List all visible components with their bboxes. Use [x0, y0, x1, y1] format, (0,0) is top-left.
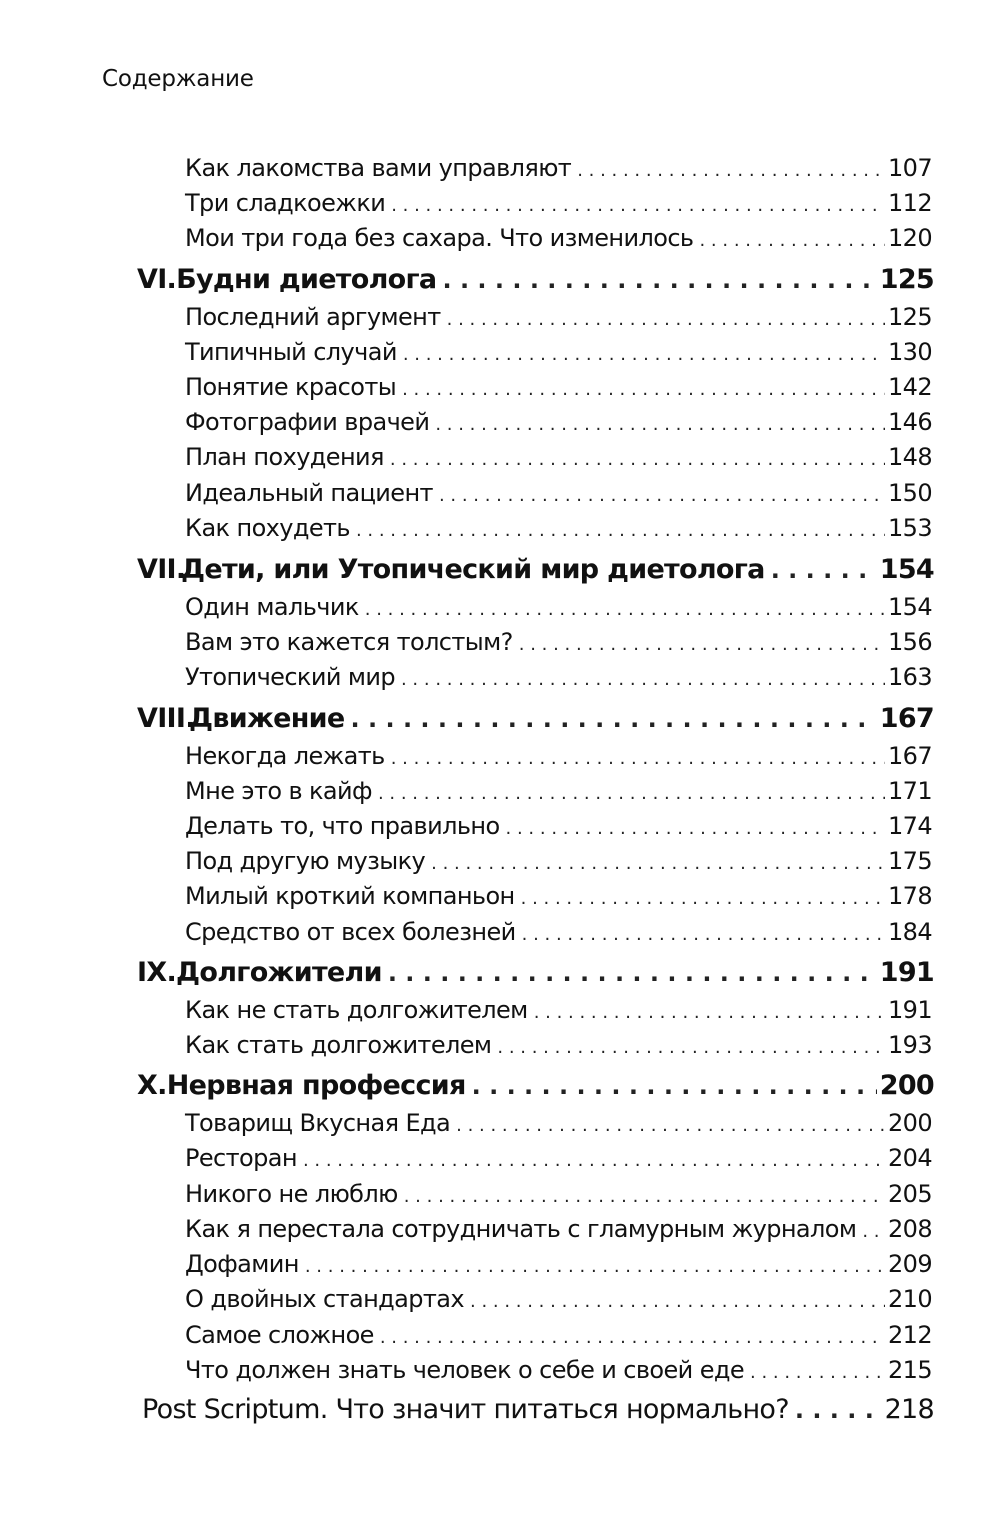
dot-leader [534, 1002, 885, 1023]
dot-leader [378, 783, 885, 804]
dot-leader [472, 1072, 877, 1100]
chapter-number: VIII. [137, 703, 195, 734]
toc-entry-title: Как я перестала сотрудничать с гламурным журналом [185, 1215, 857, 1243]
dot-leader [442, 266, 876, 294]
chapter-title: Дети, или Утопический мир диетолога [181, 554, 765, 585]
toc-entry-page: 167 [887, 742, 932, 770]
dot-leader [365, 599, 885, 620]
postscript-title: Post Scriptum. Что значит питаться нормально? [142, 1394, 789, 1425]
toc-entry-page: 146 [887, 408, 932, 436]
toc-entry-title: Ресторан [185, 1144, 297, 1172]
toc-entry-title: Как похудеть [185, 514, 350, 542]
dot-leader [795, 1396, 882, 1424]
toc-entry-title: Мне это в кайф [185, 777, 372, 805]
dot-leader [305, 1256, 885, 1277]
toc-entry-page: 174 [887, 812, 932, 840]
dot-leader [699, 230, 885, 251]
toc-entry[interactable] [185, 1285, 932, 1320]
toc-entry-title: Мои три года без сахара. Что изменилось [185, 224, 694, 252]
toc-entry[interactable] [185, 514, 932, 549]
toc-entry[interactable] [185, 847, 932, 882]
toc-entry[interactable] [185, 593, 932, 628]
toc-entry-title: Три сладкоежки [185, 189, 386, 217]
toc-entry[interactable] [185, 154, 932, 189]
toc-entry-page: 156 [887, 628, 932, 656]
toc-entry-title: Как стать долгожителем [185, 1031, 492, 1059]
toc-entry[interactable] [185, 1109, 932, 1144]
dot-leader [519, 634, 885, 655]
toc-entry-page: 175 [887, 847, 932, 875]
toc-entry-page: 150 [887, 479, 932, 507]
toc-entry-title: Под другую музыку [185, 847, 426, 875]
toc-entry-page: 209 [887, 1250, 932, 1278]
toc-entry[interactable] [185, 996, 932, 1031]
toc-entry-title: Самое сложное [185, 1321, 374, 1349]
toc-entry[interactable] [185, 479, 932, 514]
toc-entry-page: 193 [887, 1031, 932, 1059]
toc-entry-title: Никого не люблю [185, 1180, 398, 1208]
running-header: Содержание [102, 66, 254, 92]
toc-chapter[interactable] [137, 264, 934, 304]
dot-leader [577, 160, 885, 181]
toc-entry[interactable] [185, 1321, 932, 1356]
chapter-page: 200 [879, 1070, 934, 1101]
chapter-page: 191 [879, 957, 934, 988]
toc-entry-title: Средство от всех болезней [185, 918, 516, 946]
dot-leader [391, 748, 885, 769]
toc-entry-title: Утопический мир [185, 663, 395, 691]
toc-entry-page: 212 [887, 1321, 932, 1349]
dot-leader [456, 1115, 885, 1136]
toc-entry-page: 125 [887, 303, 932, 331]
toc-entry-page: 142 [887, 373, 932, 401]
toc-entry[interactable] [185, 1031, 932, 1066]
toc-entry-page: 154 [887, 593, 932, 621]
toc-entry-title: Что должен знать человек о себе и своей еде [185, 1356, 745, 1384]
toc-entry[interactable] [185, 1144, 932, 1179]
chapter-number: X. [137, 1070, 167, 1101]
toc-entry[interactable] [185, 777, 932, 812]
toc-chapter[interactable] [137, 703, 934, 743]
toc-entry[interactable] [185, 408, 932, 443]
toc-entry-title: Как не стать долгожителем [185, 996, 528, 1024]
toc-entry-page: 153 [887, 514, 932, 542]
toc-entry-title: Вам это кажется толстым? [185, 628, 513, 656]
toc-entry[interactable] [185, 189, 932, 224]
toc-entry-title: Последний аргумент [185, 303, 441, 331]
dot-leader [351, 705, 877, 733]
chapter-title: Нервная профессия [166, 1070, 466, 1101]
toc-postscript[interactable] [142, 1394, 934, 1434]
toc-entry[interactable] [185, 742, 932, 777]
toc-entry-page: 148 [887, 443, 932, 471]
toc-entry-title: О двойных стандартах [185, 1285, 465, 1313]
toc-entry-title: План похудения [185, 443, 384, 471]
dot-leader [750, 1362, 885, 1383]
toc-entry-page: 205 [887, 1180, 932, 1208]
dot-leader [522, 924, 885, 945]
dot-leader [431, 853, 885, 874]
chapter-number: IX. [137, 957, 177, 988]
toc-entry[interactable] [185, 663, 932, 698]
toc-entry-page: 107 [887, 154, 932, 182]
toc-entry-title: Как лакомства вами управляют [185, 154, 572, 182]
dot-leader [391, 195, 885, 216]
toc-entry-page: 120 [887, 224, 932, 252]
chapter-page: 125 [879, 264, 934, 295]
toc-entry-title: Некогда лежать [185, 742, 385, 770]
dot-leader [402, 379, 885, 400]
toc-entry[interactable] [185, 303, 932, 338]
toc-entry-page: 210 [887, 1285, 932, 1313]
dot-leader [404, 1186, 885, 1207]
dot-leader [403, 344, 885, 365]
dot-leader [506, 818, 885, 839]
toc-chapter[interactable] [137, 957, 934, 997]
toc-entry-page: 204 [887, 1144, 932, 1172]
dot-leader [435, 414, 885, 435]
toc-entry[interactable] [185, 628, 932, 663]
dot-leader [439, 485, 885, 506]
toc-entry-title: Делать то, что правильно [185, 812, 500, 840]
toc-entry-title: Милый кроткий компаньон [185, 882, 515, 910]
toc-entry-page: 208 [887, 1215, 932, 1243]
dot-leader [390, 449, 885, 470]
dot-leader [447, 309, 885, 330]
chapter-page: 167 [879, 703, 934, 734]
toc-entry[interactable] [185, 443, 932, 478]
dot-leader [521, 888, 885, 909]
toc-chapter[interactable] [137, 1070, 934, 1110]
toc-entry[interactable] [185, 812, 932, 847]
chapter-title: Долгожители [176, 957, 382, 988]
toc-entry-title: Один мальчик [185, 593, 359, 621]
toc-entry[interactable] [185, 1250, 932, 1285]
toc-entry[interactable] [185, 1356, 932, 1391]
toc-entry-title: Типичный случай [185, 338, 397, 366]
toc-entry[interactable] [185, 882, 932, 917]
toc-entry-title: Идеальный пациент [185, 479, 433, 507]
toc-entry-title: Дофамин [185, 1250, 299, 1278]
toc-entry-page: 112 [887, 189, 932, 217]
dot-leader [380, 1327, 885, 1348]
chapter-page: 154 [879, 554, 934, 585]
dot-leader [470, 1291, 885, 1312]
toc-entry[interactable] [185, 373, 932, 408]
toc-entry-page: 184 [887, 918, 932, 946]
toc-entry-title: Понятие красоты [185, 373, 397, 401]
toc-entry-page: 191 [887, 996, 932, 1024]
toc-entry-title: Фотографии врачей [185, 408, 430, 436]
dot-leader [303, 1150, 885, 1171]
dot-leader [356, 520, 885, 541]
toc-entry-page: 163 [887, 663, 932, 691]
toc-entry[interactable] [185, 224, 932, 259]
toc-entry[interactable] [185, 918, 932, 953]
dot-leader [401, 669, 885, 690]
dot-leader [771, 556, 877, 584]
dot-leader [388, 959, 877, 987]
toc-entry-page: 171 [887, 777, 932, 805]
chapter-title: Движение [189, 703, 345, 734]
chapter-number: VI. [137, 264, 177, 295]
toc-entry-page: 215 [887, 1356, 932, 1384]
postscript-page: 218 [884, 1394, 934, 1425]
toc-entry-page: 130 [887, 338, 932, 366]
toc-entry-title: Товарищ Вкусная Еда [185, 1109, 451, 1137]
chapter-number: VII. [137, 554, 186, 585]
dot-leader [862, 1221, 885, 1242]
chapter-title: Будни диетолога [176, 264, 437, 295]
toc-entry-page: 178 [887, 882, 932, 910]
toc-chapter[interactable] [137, 554, 934, 594]
toc-entry[interactable] [185, 1180, 932, 1215]
toc-entry-page: 200 [887, 1109, 932, 1137]
toc-entry[interactable] [185, 338, 932, 373]
toc-entry[interactable] [185, 1215, 932, 1250]
dot-leader [497, 1037, 885, 1058]
